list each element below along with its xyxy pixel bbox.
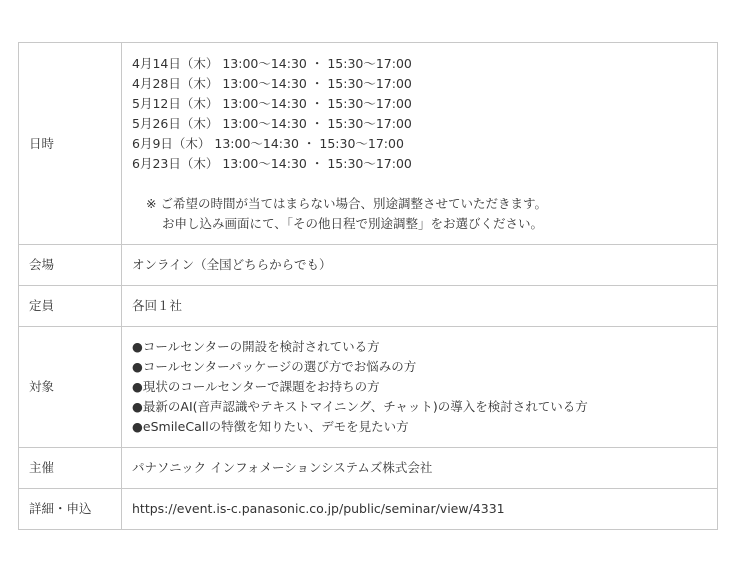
target-item: ●最新のAI(音声認識やテキストマイニング、チャット)の導入を検討されている方 [132, 399, 588, 414]
schedule-date: 4月14日（木） 13:00〜14:30 ・ 15:30〜17:00 [132, 55, 412, 71]
venue-value: オンライン（全国どちらからでも） [122, 245, 718, 286]
target-item: ●コールセンターの開設を検討されている方 [132, 339, 380, 354]
venue-row [19, 245, 718, 286]
schedule-date: 4月28日（木） 13:00〜14:30 ・ 15:30〜17:00 [132, 75, 412, 91]
capacity-row [19, 286, 718, 327]
schedule-date: 6月23日（木） 13:00〜14:30 ・ 15:30〜17:00 [132, 155, 412, 171]
details-row [19, 489, 718, 530]
host-label: 主催 [19, 448, 122, 489]
schedule-date: 5月12日（木） 13:00〜14:30 ・ 15:30〜17:00 [132, 95, 412, 111]
details-label: 詳細・申込 [19, 489, 122, 530]
schedule-label: 日時 [19, 43, 122, 245]
schedule-date: 6月9日（木） 13:00〜14:30 ・ 15:30〜17:00 [132, 135, 404, 151]
target-item: ●コールセンターパッケージの選び方でお悩みの方 [132, 359, 417, 374]
schedule-date: 5月26日（木） 13:00〜14:30 ・ 15:30〜17:00 [132, 115, 412, 131]
details-value [122, 489, 718, 530]
spacer [132, 174, 707, 194]
target-value [122, 327, 718, 448]
target-item: ●現状のコールセンターで課題をお持ちの方 [132, 379, 380, 394]
seminar-info-table [18, 42, 718, 530]
schedule-note: ※ ご希望の時間が当てはまらない場合、別途調整させていただきます。 [146, 195, 547, 211]
capacity-label: 定員 [19, 286, 122, 327]
venue-label: 会場 [19, 245, 122, 286]
schedule-row [19, 43, 718, 245]
capacity-value: 各回１社 [122, 286, 718, 327]
seminar-link[interactable]: https://event.is-c.panasonic.co.jp/public/seminar/view/4331 [132, 501, 505, 516]
schedule-value [122, 43, 718, 245]
target-row [19, 327, 718, 448]
target-label: 対象 [19, 327, 122, 448]
host-row [19, 448, 718, 489]
schedule-note-continued: お申し込み画面にて、「その他日程で別途調整」をお選びください。 [162, 215, 544, 231]
host-value: パナソニック インフォメーションシステムズ株式会社 [122, 448, 718, 489]
target-item: ●eSmileCallの特徴を知りたい、デモを見たい方 [132, 419, 409, 434]
